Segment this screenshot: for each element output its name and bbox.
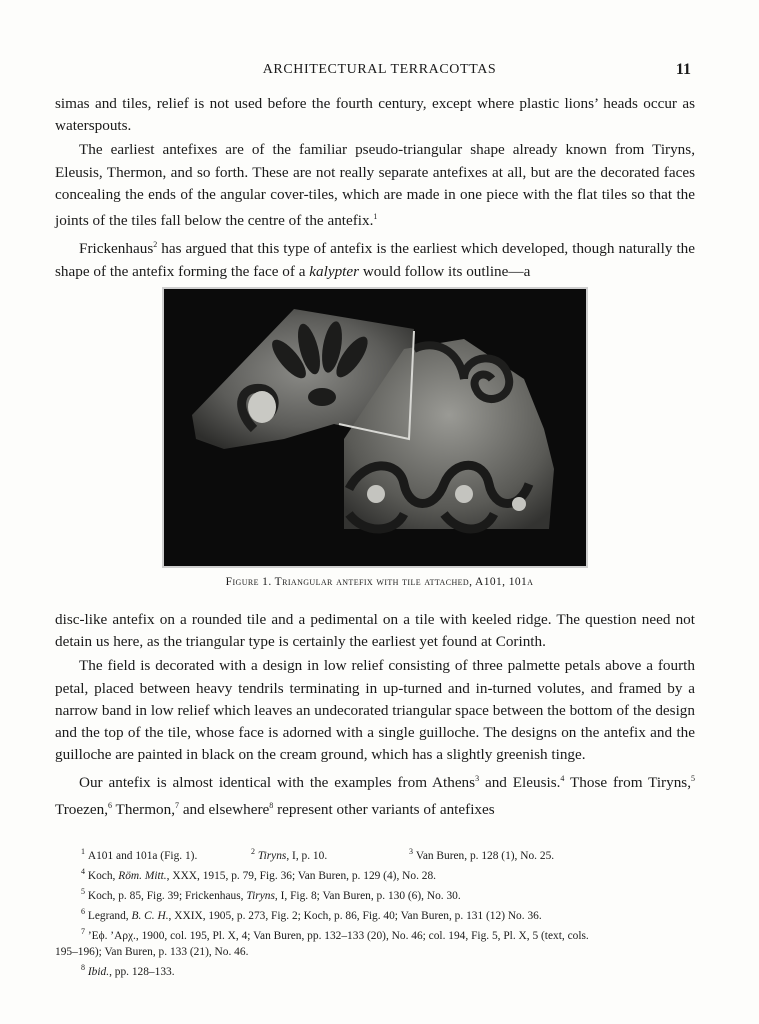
paragraph-text: represent other variants of antefixes bbox=[277, 800, 495, 818]
running-title: ARCHITECTURAL TERRACOTTAS bbox=[262, 62, 497, 77]
paragraph-text: Those from Tiryns, bbox=[570, 774, 692, 792]
footnote-ref: 4 bbox=[560, 774, 565, 784]
volute-highlight bbox=[248, 391, 276, 423]
footnote-5 bbox=[55, 884, 700, 904]
footnote-italic: B. C. H. bbox=[131, 909, 169, 922]
page-header bbox=[0, 62, 759, 82]
footnote-text: , pp. 128–133. bbox=[109, 966, 175, 978]
paragraph-disc-antefix: disc-like antefix on a rounded tile and a pedimental on a tile with keeled ridge. The question need not detain us here, as the triangular type is certainly the earliest yet found at Corinth. bbox=[55, 611, 695, 651]
footnote-number: 5 bbox=[81, 887, 85, 896]
footnote-number: 2 bbox=[251, 847, 255, 856]
footnote-3 bbox=[409, 844, 554, 864]
footnote-text: , I, p. 10. bbox=[286, 849, 328, 862]
footnote-number: 3 bbox=[409, 847, 413, 856]
footnote-italic: Tiryns bbox=[257, 849, 287, 862]
paragraph-text: Frickenhaus bbox=[79, 240, 154, 258]
footnote-italic: Ibid. bbox=[87, 966, 110, 978]
figure-photograph bbox=[162, 287, 588, 568]
paragraph-continuation: simas and tiles, relief is not used before the fourth century, except where plastic lions’ heads occur as waterspouts. bbox=[55, 95, 695, 135]
body-text-bottom bbox=[55, 609, 695, 821]
footnote-text: A101 and 101a (Fig. 1). bbox=[87, 849, 198, 862]
footnote-ref: 2 bbox=[153, 240, 158, 250]
page-number: 11 bbox=[675, 61, 691, 78]
footnote-8 bbox=[55, 960, 700, 980]
footnote-7 bbox=[55, 924, 700, 944]
footnote-text: , XXX, 1915, p. 79, Fig. 36; Van Buren, p. 129 (4), No. 28. bbox=[166, 869, 437, 882]
paragraph-comparisons bbox=[55, 768, 695, 821]
footnote-6 bbox=[55, 904, 700, 924]
footnote-text: Legrand, bbox=[87, 909, 129, 922]
footnote-text: Van Buren, p. 128 (1), No. 25. bbox=[415, 849, 555, 862]
footnote-1 bbox=[55, 844, 251, 864]
paragraph-italic-term: kalypter bbox=[309, 262, 360, 280]
footnote-text: , I, Fig. 8; Van Buren, p. 130 (6), No. 30. bbox=[274, 889, 461, 902]
footnote-number: 7 bbox=[81, 927, 85, 936]
paragraph-text: The earliest antefixes are of the familiar pseudo-triangular shape already known from Tiryns, Eleusis, Thermon, and so forth. These are not really separate antefixes at all, but are the decorated faces concealing the ends of the angular cover-tiles, which are made in one piece with the flat tiles so that the joints of the tiles fall below the centre of the antefix. bbox=[55, 141, 695, 230]
footnote-ref: 7 bbox=[175, 800, 180, 810]
paragraph-text: Our antefix is almost identical with the examples from Athens bbox=[79, 774, 476, 792]
footnote-ref: 1 bbox=[373, 212, 378, 222]
paragraph-text: Thermon, bbox=[115, 800, 176, 818]
footnote-2 bbox=[251, 844, 409, 864]
footnote-number: 8 bbox=[81, 963, 85, 973]
footnote-text: Koch, bbox=[87, 869, 116, 882]
paragraph-text: would follow its outline—a bbox=[362, 262, 531, 280]
footnote-number: 1 bbox=[81, 847, 85, 856]
paragraph-antefix-shape bbox=[55, 139, 695, 232]
footnote-italic: Röm. Mitt. bbox=[118, 869, 167, 882]
footnote-ref: 5 bbox=[691, 774, 696, 784]
footnote-ref: 8 bbox=[269, 800, 274, 810]
footnotes bbox=[55, 844, 700, 980]
paragraph-text: and elsewhere bbox=[182, 800, 270, 818]
footnote-ref: 6 bbox=[108, 800, 113, 810]
footnote-row bbox=[55, 844, 700, 864]
footnote-text: , XXIX, 1905, p. 273, Fig. 2; Koch, p. 86, Fig. 40; Van Buren, p. 131 (12) No. 36. bbox=[168, 909, 542, 922]
footnote-italic: Tiryns bbox=[246, 889, 275, 902]
body-text-top bbox=[55, 93, 695, 283]
footnote-4 bbox=[55, 864, 700, 884]
paragraph-text: has argued that this type of antefix is the earliest which developed, though naturally the shape of the antefix forming the face of a bbox=[55, 240, 695, 280]
paragraph-frickenhaus bbox=[55, 234, 695, 282]
paragraph-text: and Eleusis. bbox=[484, 774, 561, 792]
footnote-number: 4 bbox=[81, 867, 85, 876]
footnote-text: Koch, p. 85, Fig. 39; Frickenhaus, bbox=[87, 889, 244, 902]
antefix-photo-illustration bbox=[164, 289, 586, 566]
footnote-number: 6 bbox=[81, 907, 85, 916]
footnote-7-continued: 195–196); Van Buren, p. 133 (21), No. 46. bbox=[55, 946, 249, 958]
footnote-ref: 3 bbox=[475, 774, 480, 784]
paragraph-field-decoration: The field is decorated with a design in low relief consisting of three palmette petals above a fourth petal, placed between heavy tendrils terminating in up-turned and in-turned volutes, and framed by a narrow band in low relief which leaves an undecorated triangular space between the bottom of the design and the top of the tile, whose face is adorned with a single guilloche. The designs on the antefix and the guilloche are painted in black on the cream ground, which has a slightly greenish tinge. bbox=[55, 657, 695, 764]
paragraph-text: Troezen, bbox=[55, 800, 109, 818]
footnote-text: ’Eϕ. ’Aρχ., 1900, col. 195, Pl. X, 4; Van Buren, pp. 132–133 (20), No. 46; col. 194, Fig. 5, Pl. X, 5 (text, cols. bbox=[87, 929, 589, 942]
figure-caption: Figure 1. Triangular antefix with tile attached, A101, 101a bbox=[225, 576, 534, 588]
